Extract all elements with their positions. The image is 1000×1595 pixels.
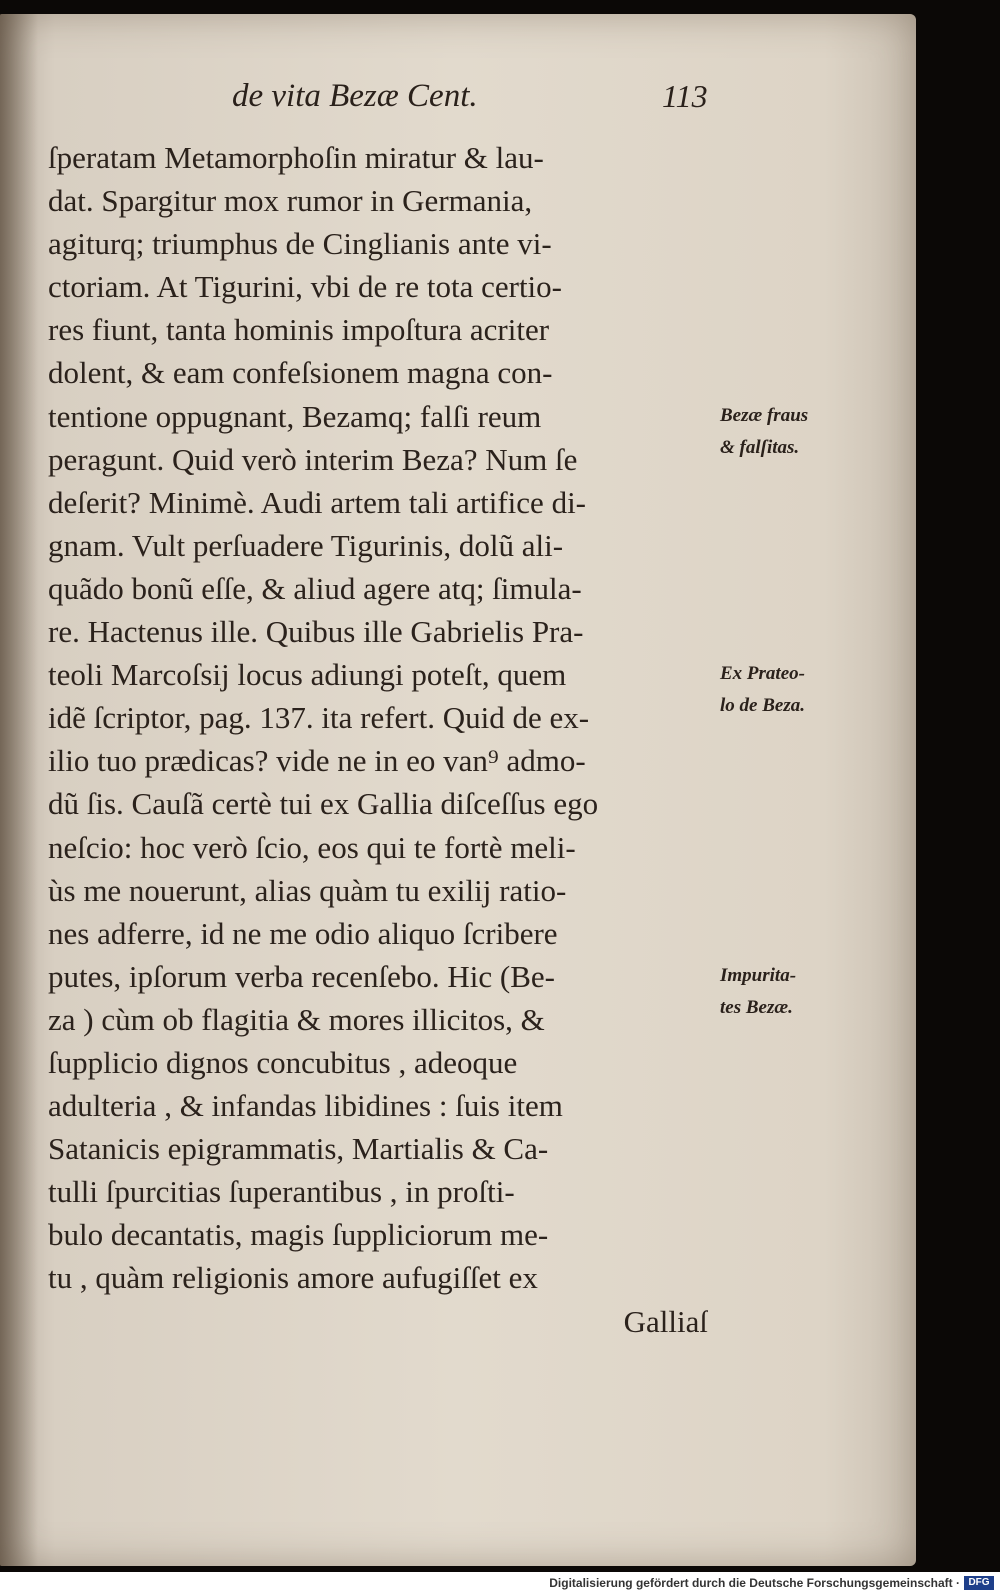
- text-line: ctoriam. At Tigurini, vbi de re tota certio-: [48, 269, 562, 305]
- dfg-logo: DFG: [964, 1576, 994, 1590]
- text-line: ilio tuo prædicas? vide ne in eo van⁹ admo-: [48, 743, 586, 779]
- margin-note-ex-prateolo: [720, 658, 860, 722]
- page-number: 113: [662, 78, 708, 114]
- text-line: agiturq; triumphus de Cinglianis ante vi-: [48, 226, 552, 262]
- text-line: quãdo bonũ eſſe, & aliud agere atq; ſimula-: [48, 570, 582, 606]
- text-line: nes adferre, id ne me odio aliquo ſcribere: [48, 915, 558, 951]
- margin-note-beza-fraus: [720, 400, 860, 464]
- text-line: teoli Marcoſsij locus adiungi poteſt, quem: [48, 657, 567, 693]
- text-line: re. Hactenus ille. Quibus ille Gabrielis Pra-: [48, 614, 584, 650]
- text-line: tentione oppugnant, Bezamq; falſi reum: [48, 398, 542, 434]
- margin-note-line: tes Bezæ.: [720, 997, 793, 1018]
- text-line: tulli ſpurcitias ſuperantibus , in proſti-: [48, 1174, 515, 1210]
- margin-note-line: Impurita-: [720, 965, 797, 986]
- margin-note-line: Bezæ fraus: [720, 405, 809, 426]
- body-text: [48, 136, 708, 1343]
- text-line: Satanicis epigrammatis, Martialis & Ca-: [48, 1131, 549, 1167]
- text-line: dolent, & eam confeſsionem magna con-: [48, 355, 553, 391]
- text-line: adulteria , & infandas libidines : ſuis item: [48, 1088, 563, 1124]
- margin-note-impuritates: [720, 960, 860, 1024]
- text-line: ſperatam Metamorphoſin miratur & lau-: [48, 140, 544, 175]
- catchword: Galliaſ: [623, 1303, 708, 1339]
- text-line: dat. Spargitur mox rumor in Germania,: [48, 183, 533, 219]
- text-line: putes, ipſorum verba recenſebo. Hic (Be-: [48, 958, 556, 994]
- text-line: bulo decantatis, magis ſuppliciorum me-: [48, 1217, 549, 1253]
- text-line: res fiunt, tanta hominis impoſtura acriter: [48, 312, 550, 348]
- text-line: neſcio: hoc verò ſcio, eos qui te fortè meli-: [48, 829, 576, 865]
- text-line: tu , quàm religionis amore aufugiſſet ex: [48, 1260, 538, 1296]
- page-header: [0, 78, 916, 118]
- text-line: peragunt. Quid verò interim Beza? Num ſe: [48, 441, 578, 477]
- text-line: ſupplicio dignos concubitus , adeoque: [48, 1044, 518, 1080]
- digitization-footer: [0, 1572, 1000, 1595]
- book-page: [0, 14, 916, 1566]
- text-line: za ) cùm ob flagitia & mores illicitos, &: [48, 1001, 545, 1037]
- margin-note-line: & falſitas.: [720, 437, 800, 458]
- running-title: de vita Bezæ Cent.: [232, 78, 478, 114]
- text-line: gnam. Vult perſuadere Tigurinis, dolũ ali-: [48, 527, 564, 563]
- text-line: dũ ſis. Cauſã certè tui ex Gallia diſceſſus ego: [48, 786, 599, 822]
- margin-note-line: lo de Beza.: [720, 695, 805, 716]
- text-line: ùs me nouerunt, alias quàm tu exilij ratio-: [48, 872, 567, 908]
- text-line: deſerit? Minimè. Audi artem tali artifice di-: [48, 484, 587, 520]
- footer-credit: Digitalisierung gefördert durch die Deutsche Forschungsgemeinschaft ·: [549, 1576, 960, 1590]
- text-line: idẽ ſcriptor, pag. 137. ita refert. Quid de ex-: [48, 700, 590, 736]
- margin-note-line: Ex Prateo-: [720, 663, 805, 684]
